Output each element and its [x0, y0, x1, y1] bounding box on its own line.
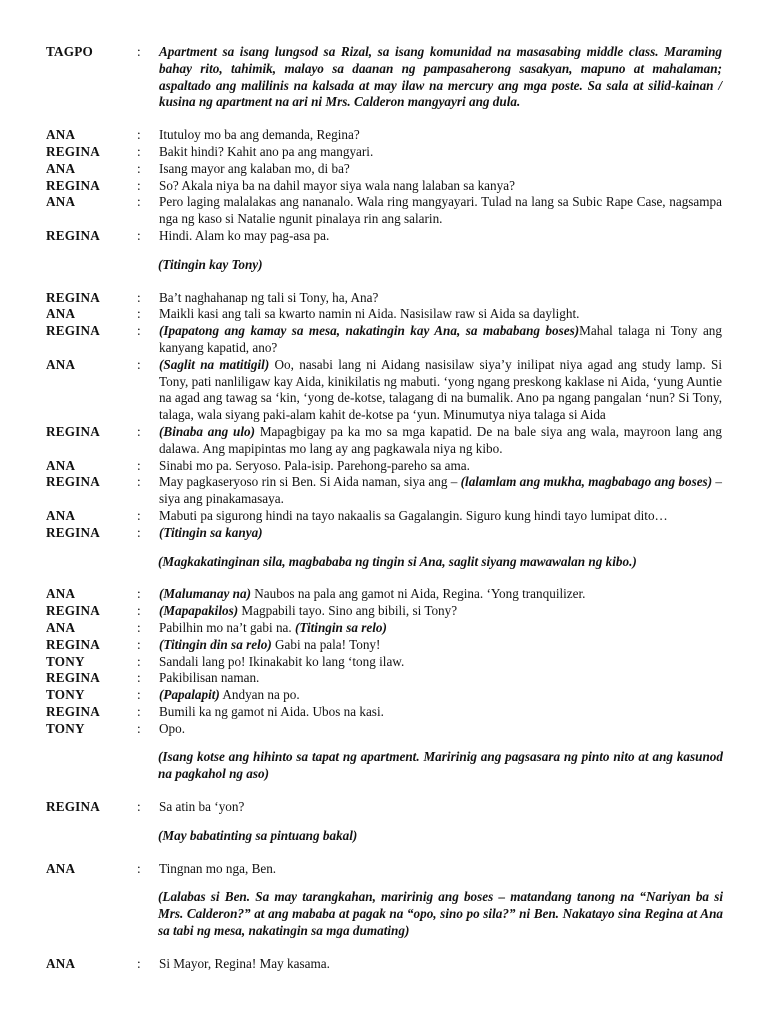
- colon-separator: :: [137, 720, 141, 736]
- stage-direction-inline: (Binaba ang ulo): [159, 423, 256, 439]
- spacer: [0, 111, 768, 127]
- dialogue-line: [0, 704, 768, 721]
- dialogue-line: [0, 637, 768, 654]
- dialogue-line: [0, 127, 768, 144]
- dialogue-line: [0, 357, 768, 424]
- dialogue-line: [0, 956, 768, 973]
- dialogue-text: [159, 721, 722, 738]
- speaker-name: TONY: [46, 653, 85, 669]
- speaker-name: REGINA: [46, 177, 100, 193]
- setting-description: Apartment sa isang lungsod sa Rizal, sa isang komunidad na masasabing middle class. Maraming bahay rito, tahimik, malayo sa daanan ng pampasaherong sasakyan, mapuno at mahalaman; aspaltado ang malilinis na kalsada at may ilaw na mercury ang mga poste. Sa sala at silid-kainan / kusina ng apartment na ari ni Mrs. Calderon mangyayri ang dula.: [159, 44, 722, 110]
- speaker-name: TONY: [46, 687, 85, 703]
- colon-separator: :: [137, 289, 141, 305]
- spoken-text: Sinabi mo pa. Seryoso. Pala-isip. Parehong-pareho sa ama.: [159, 457, 470, 473]
- speaker-name: ANA: [46, 356, 76, 372]
- speaker-name: REGINA: [46, 474, 100, 490]
- spacer: [0, 845, 768, 861]
- dialogue-line: [0, 194, 768, 228]
- speaker-name: ANA: [46, 507, 76, 523]
- spoken-text: Hindi. Alam ko may pag-asa pa.: [159, 227, 330, 243]
- speaker-name: REGINA: [46, 143, 100, 159]
- colon-separator: :: [137, 636, 141, 652]
- dialogue-text: [159, 637, 722, 654]
- spoken-text: Mapagbigay pa ka mo sa mga kapatid. De na bale siya ang wala, mayroon lang ang dalawa. Ang mapipintas mo lang ay ang pagkawala niya ng kibo.: [159, 423, 722, 456]
- speaker-name: ANA: [46, 160, 76, 176]
- spoken-text: Mabuti pa sigurong hindi na tayo nakaalis sa Gagalangin. Siguro kung hindi tayo lumipat dito…: [159, 507, 668, 523]
- colon-separator: :: [137, 586, 141, 602]
- dialogue-line: [0, 458, 768, 475]
- dialogue-line: [0, 290, 768, 307]
- spacer: [0, 542, 768, 554]
- dialogue-text: [159, 474, 722, 508]
- speaker-name: TAGPO: [46, 44, 93, 59]
- spoken-text: Sandali lang po! Ikinakabit ko lang ‘tong ilaw.: [159, 653, 405, 669]
- colon-separator: :: [137, 194, 141, 210]
- colon-separator: :: [137, 127, 141, 143]
- dialogue-line: [0, 654, 768, 671]
- dialogue-text: [159, 603, 722, 620]
- dialogue-text: [159, 687, 722, 704]
- spoken-text: Pakibilisan naman.: [159, 670, 260, 686]
- colon-separator: :: [137, 474, 141, 490]
- speaker-name: REGINA: [46, 323, 100, 339]
- stage-direction: (Isang kotse ang hihinto sa tapat ng apartment. Maririnig ang pagsasara ng pinto nito at ang kasunod na pagkahol ng aso): [158, 749, 723, 782]
- colon-separator: :: [137, 955, 141, 971]
- dialogue-text: [159, 323, 722, 357]
- spoken-text: Mahal talaga ni Tony ang kanyang kapatid, ano?: [159, 323, 722, 355]
- dialogue-text: [159, 161, 722, 178]
- spoken-text: Bakit hindi? Kahit ano pa ang mangyari.: [159, 143, 374, 159]
- speaker-name: ANA: [46, 860, 76, 876]
- dialogue-text: [159, 704, 722, 721]
- speaker-name: REGINA: [46, 423, 100, 439]
- spoken-text: Isang mayor ang kalaban mo, di ba?: [159, 160, 350, 176]
- colon-separator: :: [137, 524, 141, 540]
- dialogue-text: [159, 290, 722, 307]
- dialogue-text: [159, 670, 722, 687]
- colon-separator: :: [137, 177, 141, 193]
- spoken-text: Si Mayor, Regina! May kasama.: [159, 955, 330, 971]
- dialogue-text: [159, 620, 722, 637]
- spoken-text: Pabilhin mo na’t gabi na.: [159, 619, 296, 635]
- colon-separator: :: [137, 227, 141, 243]
- dialogue-text: [159, 306, 722, 323]
- dialogue-list: [0, 127, 768, 972]
- spacer: [0, 274, 768, 290]
- spacer: [0, 877, 768, 889]
- dialogue-text: [159, 956, 722, 973]
- dialogue-line: [0, 525, 768, 542]
- spoken-text: Tingnan mo nga, Ben.: [159, 860, 277, 876]
- stage-direction: (Lalabas si Ben. Sa may tarangkahan, maririnig ang boses – matandang tanong na “Nariyan ba si Mrs. Calderon?” at ang mababa at pagak na “opo, sino po sila?” ni Ben. Nakatayo sina Regina at Ana sa tabi ng mesa, nakatingin sa mga dumating): [158, 889, 723, 939]
- dialogue-line: [0, 603, 768, 620]
- dialogue-line: [0, 161, 768, 178]
- spoken-text: Pero laging malalakas ang nananalo. Wala ring mangyayari. Tulad na lang sa Subic Rape Case, nagsampa nga ng kaso si Natalie ngunit pinalaya rin ang salarin.: [159, 194, 722, 227]
- colon-separator: :: [137, 160, 141, 176]
- colon-separator: :: [137, 323, 141, 339]
- spoken-text: Sa atin ba ‘yon?: [159, 799, 245, 815]
- colon-separator: :: [137, 356, 141, 372]
- stage-direction-inline: (lalamlam ang mukha, magbabago ang boses): [460, 474, 713, 490]
- dialogue-text: [159, 586, 722, 603]
- spacer: [0, 783, 768, 799]
- dialogue-line: [0, 424, 768, 458]
- stage-direction: (May babatinting sa pintuang bakal): [158, 827, 358, 843]
- colon-separator: :: [137, 619, 141, 635]
- stage-direction-inline: (Titingin sa relo): [295, 619, 387, 635]
- setting-line: [0, 44, 768, 111]
- colon-separator: :: [137, 423, 141, 439]
- spoken-text: So? Akala niya ba na dahil mayor siya wala nang lalaban sa kanya?: [159, 177, 515, 193]
- colon-separator: :: [137, 306, 141, 322]
- dialogue-line: [0, 474, 768, 508]
- speaker-name: ANA: [46, 194, 76, 210]
- speaker-name: REGINA: [46, 670, 100, 686]
- dialogue-text: [159, 654, 722, 671]
- spoken-text: Maikli kasi ang tali sa kwarto namin ni Aida. Nasisilaw raw si Aida sa daylight.: [159, 306, 580, 322]
- dialogue-text: [159, 178, 722, 195]
- stage-direction-inline: (Titingin din sa relo): [159, 636, 272, 652]
- dialogue-line: [0, 620, 768, 637]
- stage-direction-inline: (Saglit na matitigil): [159, 356, 270, 372]
- stage-direction: (Magkakatinginan sila, magbababa ng tingin si Ana, saglit siyang mawawalan ng kibo.): [158, 553, 637, 569]
- colon-separator: :: [137, 703, 141, 719]
- spoken-text: May pagkaseryoso rin si Ben. Si Aida naman, siya ang –: [159, 474, 461, 490]
- speaker-name: REGINA: [46, 636, 100, 652]
- dialogue-line: [0, 799, 768, 816]
- dialogue-line: [0, 721, 768, 738]
- speaker-name: TONY: [46, 720, 85, 736]
- stage-direction-inline: (Titingin sa kanya): [159, 524, 263, 540]
- speaker-name: ANA: [46, 619, 76, 635]
- spacer: [0, 245, 768, 257]
- spoken-text: Oo, nasabi lang ni Aidang nasisilaw siya’y inilipat niya agad ang study lamp. Si Tony, pati nanliligaw kay Aida, kinikilatis ng mabuti. ‘yong ngang preskong kaklase ni Aida, ‘yung Auntie na agad ang tawag sa ‘kin, ‘yong de-kotse, talagang di na bumalik. Ano pa ngang pangalan ‘nun? Si Tony, talaga, wala siyang paki-alam kahit de-kotse pa ‘yun. Minumutya niya talaga si Aida: [159, 356, 722, 423]
- dialogue-text: [159, 228, 722, 245]
- spoken-text: Gabi na pala! Tony!: [271, 636, 381, 652]
- dialogue-text: [159, 424, 722, 458]
- stage-direction-inline: (Mapapakilos): [159, 603, 239, 619]
- colon-separator: :: [137, 507, 141, 523]
- dialogue-line: [0, 228, 768, 245]
- speaker-name: REGINA: [46, 289, 100, 305]
- dialogue-text: [159, 861, 722, 878]
- speaker-name: ANA: [46, 955, 76, 971]
- dialogue-text: [159, 508, 722, 525]
- dialogue-line: [0, 687, 768, 704]
- dialogue-text: [159, 458, 722, 475]
- spacer: [0, 816, 768, 828]
- colon-separator: :: [137, 44, 141, 59]
- stage-direction: (Titingin kay Tony): [158, 256, 263, 272]
- dialogue-line: [0, 861, 768, 878]
- speaker-name: ANA: [46, 306, 76, 322]
- dialogue-line: [0, 670, 768, 687]
- dialogue-line: [0, 323, 768, 357]
- dialogue-text: [159, 357, 722, 424]
- spacer: [0, 940, 768, 956]
- colon-separator: :: [137, 653, 141, 669]
- stage-direction-inline: (Papalapit): [159, 687, 220, 703]
- dialogue-line: [0, 144, 768, 161]
- dialogue-line: [0, 508, 768, 525]
- colon-separator: :: [137, 860, 141, 876]
- colon-separator: :: [137, 687, 141, 703]
- dialogue-line: [0, 306, 768, 323]
- speaker-name: REGINA: [46, 524, 100, 540]
- colon-separator: :: [137, 670, 141, 686]
- speaker-name: ANA: [46, 457, 76, 473]
- colon-separator: :: [137, 603, 141, 619]
- script-body: [0, 44, 768, 973]
- colon-separator: :: [137, 143, 141, 159]
- spoken-text: Itutuloy mo ba ang demanda, Regina?: [159, 127, 360, 143]
- speaker-name: ANA: [46, 586, 76, 602]
- spoken-text: Opo.: [159, 720, 186, 736]
- spoken-text: Andyan na po.: [219, 687, 300, 703]
- dialogue-text: [159, 144, 722, 161]
- colon-separator: :: [137, 457, 141, 473]
- speaker-name: REGINA: [46, 799, 100, 815]
- dialogue-text: [159, 194, 722, 228]
- stage-direction-inline: (Malumanay na): [159, 586, 251, 602]
- spacer: [0, 737, 768, 749]
- speaker-name: ANA: [46, 127, 76, 143]
- dialogue-text: [159, 127, 722, 144]
- spacer: [0, 570, 768, 586]
- speaker-name: REGINA: [46, 227, 100, 243]
- speaker-name: REGINA: [46, 603, 100, 619]
- spoken-text: Magpabili tayo. Sino ang bibili, si Tony?: [238, 603, 458, 619]
- dialogue-line: [0, 178, 768, 195]
- spoken-text: Ba’t naghahanap ng tali si Tony, ha, Ana?: [159, 289, 379, 305]
- stage-direction-inline: (Ipapatong ang kamay sa mesa, nakatingin kay Ana, sa mababang boses): [159, 323, 580, 339]
- colon-separator: :: [137, 799, 141, 815]
- dialogue-line: [0, 586, 768, 603]
- spoken-text: Bumili ka ng gamot ni Aida. Ubos na kasi.: [159, 703, 384, 719]
- spoken-text: –siya ang pinakamasaya.: [159, 474, 723, 507]
- spoken-text: Naubos na pala ang gamot ni Aida, Regina. ‘Yong tranquilizer.: [250, 586, 586, 602]
- dialogue-text: [159, 799, 722, 816]
- speaker-name: REGINA: [46, 703, 100, 719]
- dialogue-text: [159, 525, 722, 542]
